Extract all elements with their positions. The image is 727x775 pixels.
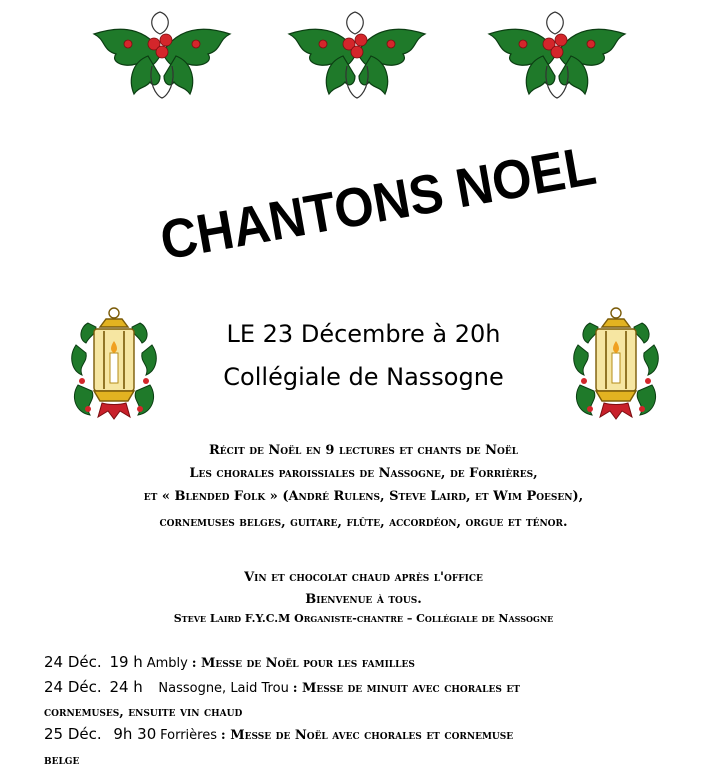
schedule-desc: belge xyxy=(44,753,80,768)
schedule-time: 24 h xyxy=(109,678,143,696)
schedule-row xyxy=(44,675,684,701)
event-place: Collégiale de Nassogne xyxy=(223,363,504,391)
schedule-row xyxy=(44,747,684,773)
schedule-place: Nassogne, Laid Trou xyxy=(158,681,289,696)
refreshments-line: Vin et chocolat chaud après l'office xyxy=(244,570,483,585)
welcome-line: Bienvenue à tous. xyxy=(305,592,422,607)
holly-icon xyxy=(283,6,431,100)
schedule-date: 24 Déc. xyxy=(44,678,102,696)
schedule-desc: : Messe de Noël pour les familles xyxy=(191,656,415,671)
event-date: LE 23 Décembre à 20h xyxy=(226,320,501,348)
details-line: et « Blended Folk » (André Rulens, Steve Laird, et Wim Poesen), xyxy=(143,489,584,504)
schedule-time: 9h 30 xyxy=(113,725,157,743)
page-title: CHANTONS NOEL xyxy=(155,133,601,272)
schedule-desc: cornemuses, ensuite vin chaud xyxy=(44,705,243,720)
schedule-row xyxy=(44,650,684,676)
holly-icon xyxy=(483,6,631,100)
schedule-date: 24 Déc. xyxy=(44,653,102,671)
details-line: cornemuses belges, guitare, flûte, accordéon, orgue et ténor. xyxy=(159,515,568,530)
schedule-place: Ambly xyxy=(146,656,188,671)
schedule-desc: : Messe de minuit avec chorales et xyxy=(292,681,520,696)
organist-line: Steve Laird F.Y.C.M Organiste-chantre – Collégiale de Nassogne xyxy=(173,612,554,625)
schedule-time: 19 h xyxy=(109,653,143,671)
schedule-date: 25 Déc. xyxy=(44,725,102,743)
schedule-row xyxy=(44,722,684,748)
schedule-place: Forrières xyxy=(160,728,217,743)
details-line: Les chorales paroissiales de Nassogne, de Forrières, xyxy=(189,466,538,481)
holly-icon xyxy=(88,6,236,100)
schedule-desc: : Messe de Noël avec chorales et cornemuse xyxy=(220,728,514,743)
details-line: Récit de Noël en 9 lectures et chants de Noël xyxy=(208,443,519,458)
